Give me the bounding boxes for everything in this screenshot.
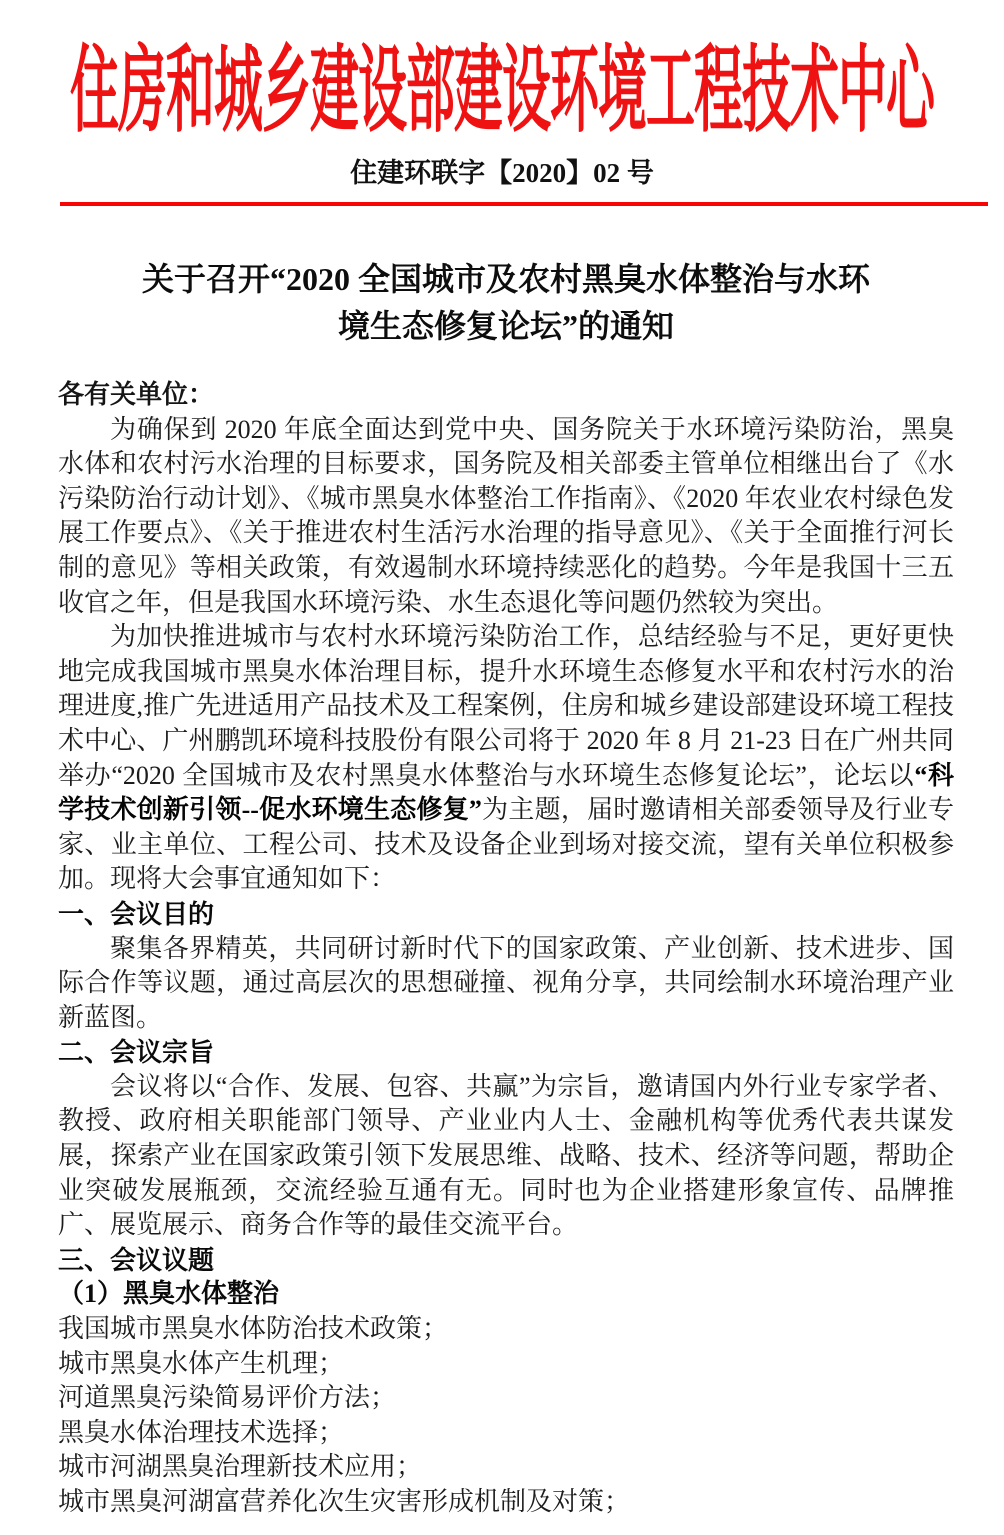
topic-group-heading-black-odorous-water: （1）黑臭水体整治 xyxy=(58,1279,280,1309)
notice-title-line2: 境生态修复论坛”的通知 xyxy=(337,308,674,344)
section-heading-topics: 三、会议议题 xyxy=(58,1244,215,1275)
section-heading-purpose: 一、会议目的 xyxy=(58,898,215,929)
forum-theme-emphasis: “科学技术创新引领--促水环境生态修复” xyxy=(58,760,954,825)
announcement-paragraph xyxy=(58,620,954,897)
section-body-tenet: 会议将以“合作、发展、包容、共赢”为宗旨，邀请国内外行业专家学者、教授、政府相关职能部门领导、产业业内人士、金融机构等优秀代表共谋发展，探索产业在国家政策引领下发展思维、战略、技术、经济等问题，帮助企业突破发展瓶颈，交流经验互通有无。同时也为企业搭建形象宣传、品牌推广、展览展示、商务合作等的最佳交流平台。 xyxy=(58,1071,954,1240)
topic-item: 城市黑臭河湖富营养化次生灾害形成机制及对策； xyxy=(58,1487,631,1516)
letterhead-title: 住房和城乡建设部建设环境工程技术中心 xyxy=(69,37,934,144)
salutation: 各有关单位： xyxy=(58,380,215,409)
section-body-purpose: 聚集各界精英，共同研讨新时代下的国家政策、产业创新、技术进步、国际合作等议题，通过高层次的思想碰撞、视角分享，共同绘制水环境治理产业新蓝图。 xyxy=(58,933,954,1032)
announcement-text-pre: 为加快推进城市与农村水环境污染防治工作，总结经验与不足，更好更快地完成我国城市黑臭水体治理目标，提升水环境生态修复水平和农村污水的治理进度,推广先进适用产品技术及工程案例，住房和城乡建设部建设环境工程技术中心、广州鹏凯环境科技股份有限公司将于 2020 年 8 月 21-23 日在广州共同举办“2020 全国城市及农村黑臭水体整治与水环境生态修复论坛”，论坛以 xyxy=(58,622,954,790)
section-heading-tenet: 二、会议宗旨 xyxy=(58,1037,215,1068)
topic-item: 黑臭水体治理技术选择； xyxy=(58,1417,345,1447)
topic-item: 城市黑臭水体产生机理； xyxy=(58,1348,345,1378)
notice-title-line1: 关于召开“2020 全国城市及农村黑臭水体整治与水环 xyxy=(141,261,870,297)
topic-item: 河道黑臭污染简易评价方法； xyxy=(58,1383,397,1413)
notice-title xyxy=(58,256,954,350)
intro-paragraph: 为确保到 2020 年底全面达到党中央、国务院关于水环境污染防治，黑臭水体和农村污水治理的目标要求，国务院及相关部委主管单位相继出台了《水污染防治行动计划》、《城市黑臭水体整治工作指南》、《2020 年农业农村绿色发展工作要点》、《关于推进农村生活污水治理的指导意见》、《关于全面推行河长制的意见》等相关政策，有效遏制水环境持续恶化的趋势。今年是我国十三五收官之年，但是我国水环境污染、水生态退化等问题仍然较为突出。 xyxy=(58,414,954,617)
document-body xyxy=(0,256,1004,1520)
topic-list xyxy=(58,1312,954,1520)
red-divider-line xyxy=(60,202,988,206)
topic-item: 城市河湖黑臭治理新技术应用； xyxy=(58,1452,423,1482)
topic-item: 我国城市黑臭水体防治技术政策； xyxy=(58,1314,449,1344)
letterhead-banner xyxy=(0,34,1004,144)
document-number: 住建环联字【2020】02 号 xyxy=(350,158,654,188)
announcement-text-post: 为主题，届时邀请相关部委领导及行业专家、业主单位、工程公司、技术及设备企业到场对接交流，望有关单位积极参加。现将大会事宜通知如下： xyxy=(58,795,954,894)
